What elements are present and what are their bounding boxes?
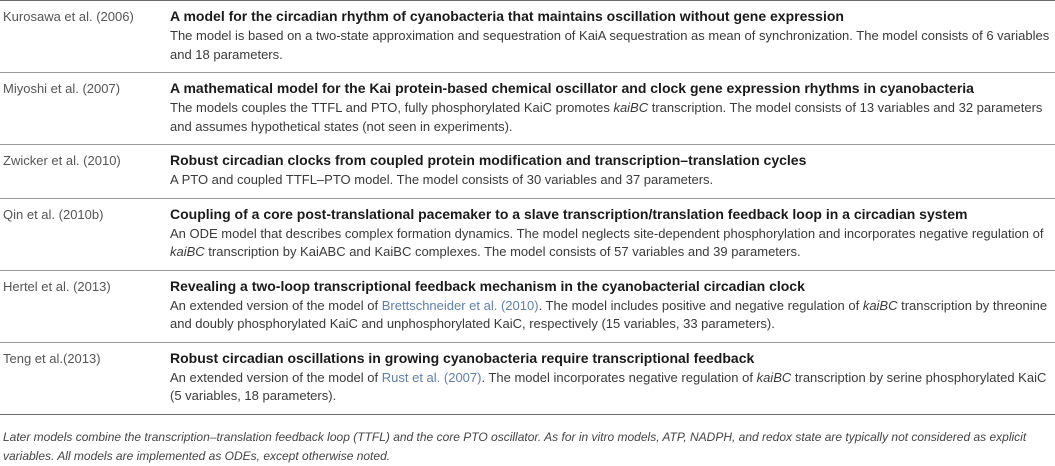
reference-cell: Kurosawa et al. (2006) — [0, 1, 170, 73]
description-text: An ODE model that describes complex formation dynamics. The model neglects site-dependent phosphorylation and incorporates negative regulation of — [170, 225, 1044, 241]
description-text: The models couples the TTFL and PTO, fully phosphorylated KaiC promotes — [170, 100, 614, 115]
model-description — [170, 369, 1055, 406]
description-text: transcription. The model consists of 13 variables and 32 parameters and assumes hypothetical states (not seen in experiments). — [170, 100, 1043, 134]
model-description — [170, 27, 1055, 64]
table-footnote: Later models combine the transcription–translation feedback loop (TTFL) and the core PTO oscillator. As for in vitro models, ATP, NADPH, and redox state are typically not considered as explicit variables. All models are implemented as ODEs, except otherwise noted. — [3, 429, 1027, 463]
model-description — [170, 225, 1055, 262]
description-cell — [170, 342, 1055, 414]
description-text: . The model includes positive and negative regulation of — [538, 297, 863, 313]
description-text: A PTO and coupled TTFL–PTO model. The model consists of 30 variables and 37 parameters. — [170, 172, 714, 187]
gene-name: kaiBC — [170, 244, 205, 259]
description-text: transcription by KaiABC and KaiBC complexes. The model consists of 57 variables and 39 parameters. — [204, 244, 801, 259]
models-table-body — [0, 1, 1055, 415]
description-cell — [170, 198, 1055, 270]
citation-link[interactable]: Rust et al. (2007) — [381, 369, 482, 385]
model-title: Coupling of a core post-translational pacemaker to a slave transcription/translation feedback loop in a circadian system — [170, 205, 968, 222]
table-row — [0, 342, 1055, 414]
table-row — [0, 145, 1055, 199]
description-text: An extended version of the model of — [170, 297, 382, 313]
reference-cell: Hertel et al. (2013) — [0, 270, 170, 342]
description-text: . The model incorporates negative regulation of — [481, 369, 757, 385]
reference-cell: Zwicker et al. (2010) — [0, 145, 170, 199]
table-row — [0, 198, 1055, 270]
table-row — [0, 270, 1055, 342]
model-description — [170, 171, 1055, 190]
model-title: Robust circadian clocks from coupled protein modification and transcription–translation cycles — [170, 152, 807, 168]
model-description — [170, 99, 1055, 136]
gene-name: kaiBC — [862, 297, 898, 313]
gene-name: kaiBC — [756, 369, 792, 385]
model-title: Robust circadian oscillations in growing cyanobacteria require transcriptional feedback — [170, 349, 755, 366]
gene-name: kaiBC — [613, 100, 649, 115]
reference-cell: Miyoshi et al. (2007) — [0, 73, 170, 145]
description-cell — [170, 270, 1055, 342]
model-title: A model for the circadian rhythm of cyanobacteria that maintains oscillation without gene expression — [170, 8, 844, 24]
model-title: A mathematical model for the Kai protein-based chemical oscillator and clock gene expression rhythms in cyanobacteria — [170, 80, 974, 96]
reference-cell: Qin et al. (2010b) — [0, 198, 170, 270]
citation-link[interactable]: Brettschneider et al. (2010) — [381, 297, 539, 313]
description-text: The model is based on a two-state approximation and sequestration of KaiA sequestration as mean of synchronization. The model consists of 6 variables and 18 parameters. — [170, 28, 1050, 62]
table-row — [0, 1, 1055, 73]
model-description — [170, 297, 1055, 334]
description-text: An extended version of the model of — [170, 369, 382, 385]
reference-cell: Teng et al.(2013) — [0, 342, 170, 414]
table-row — [0, 73, 1055, 145]
model-title: Revealing a two-loop transcriptional feedback mechanism in the cyanobacterial circadian clock — [170, 277, 805, 294]
description-cell — [170, 145, 1055, 199]
description-cell — [170, 1, 1055, 73]
description-cell — [170, 73, 1055, 145]
description-text: transcription by threonine and doubly phosphorylated KaiC and unphosphorylated KaiC, respectively (15 variables, 33 parameters). — [170, 297, 1048, 331]
description-text: transcription by serine phosphorylated KaiC (5 variables, 18 parameters). — [170, 369, 1047, 403]
